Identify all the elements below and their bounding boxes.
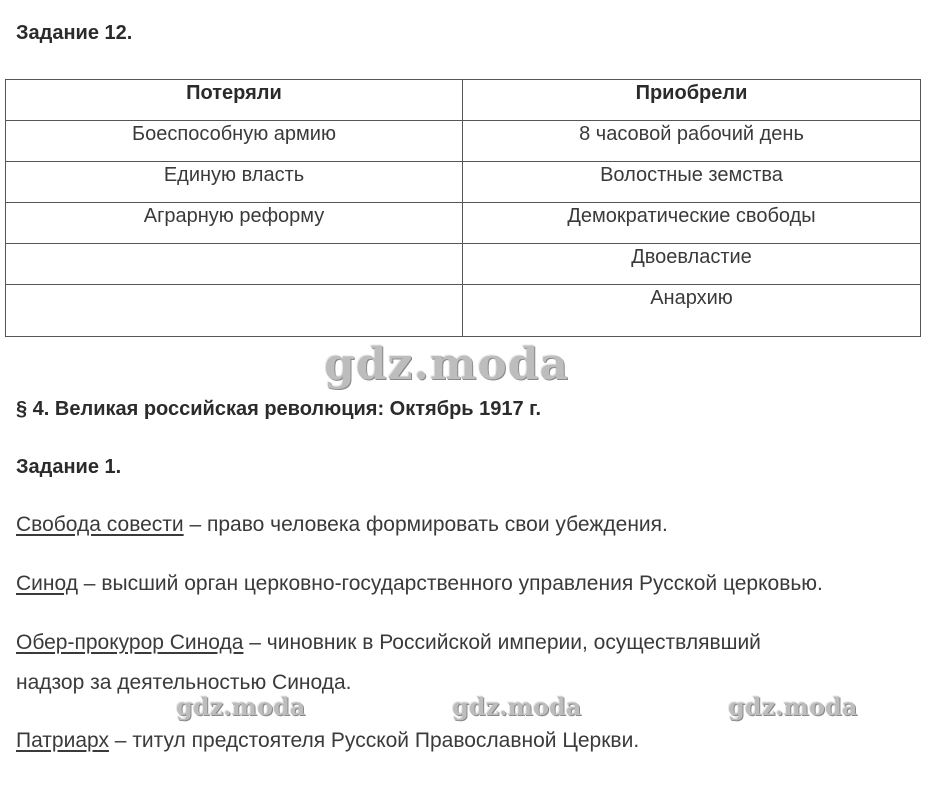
cell-gained: Двоевластие <box>463 244 921 285</box>
definition-synod <box>16 564 823 604</box>
watermark-logo: gdz.moda <box>176 692 306 721</box>
table-row <box>6 203 921 244</box>
definition-text: – чиновник в Российской империи, осуществлявший <box>243 631 761 654</box>
table-row <box>6 162 921 203</box>
watermark-logo: gdz.moda <box>452 692 582 721</box>
header-lost: Потеряли <box>6 80 463 121</box>
definition-ober-procurator <box>16 623 761 663</box>
cell-lost <box>6 244 463 285</box>
cell-gained: Демократические свободы <box>463 203 921 244</box>
table-row <box>6 121 921 162</box>
cell-gained: 8 часовой рабочий день <box>463 121 921 162</box>
definition-freedom-of-conscience <box>16 505 668 545</box>
task1-title: Задание 1. <box>16 456 122 478</box>
cell-lost <box>6 285 463 337</box>
task12-title: Задание 12. <box>16 22 133 44</box>
definition-ober-procurator-cont: надзор за деятельностью Синода. <box>16 671 352 694</box>
cell-gained: Анархию <box>463 285 921 337</box>
term-link: Синод <box>16 572 78 595</box>
section-title: § 4. Великая российская революция: Октябрь 1917 г. <box>16 398 542 420</box>
header-gained: Приобрели <box>463 80 921 121</box>
table-header-row <box>6 80 921 121</box>
definition-patriarch <box>16 721 639 761</box>
term-link: Патриарх <box>16 729 109 752</box>
term-link: Свобода совести <box>16 513 184 536</box>
table-row <box>6 244 921 285</box>
definition-text: – высший орган церковно-государственного управления Русской церковью. <box>77 572 823 595</box>
lost-gained-table <box>5 79 921 337</box>
cell-gained: Волостные земства <box>463 162 921 203</box>
cell-lost: Единую власть <box>6 162 463 203</box>
cell-lost: Аграрную реформу <box>6 203 463 244</box>
definition-text: – титул предстоятеля Русской Православной Церкви. <box>108 729 640 752</box>
watermark-logo: gdz.moda <box>728 692 858 721</box>
cell-lost: Боеспособную армию <box>6 121 463 162</box>
watermark-logo: gdz.moda <box>324 339 570 390</box>
term-link: Обер-прокурор Синода <box>16 631 244 654</box>
table-row <box>6 285 921 337</box>
definition-text: – право человека формировать свои убеждения. <box>183 513 668 536</box>
